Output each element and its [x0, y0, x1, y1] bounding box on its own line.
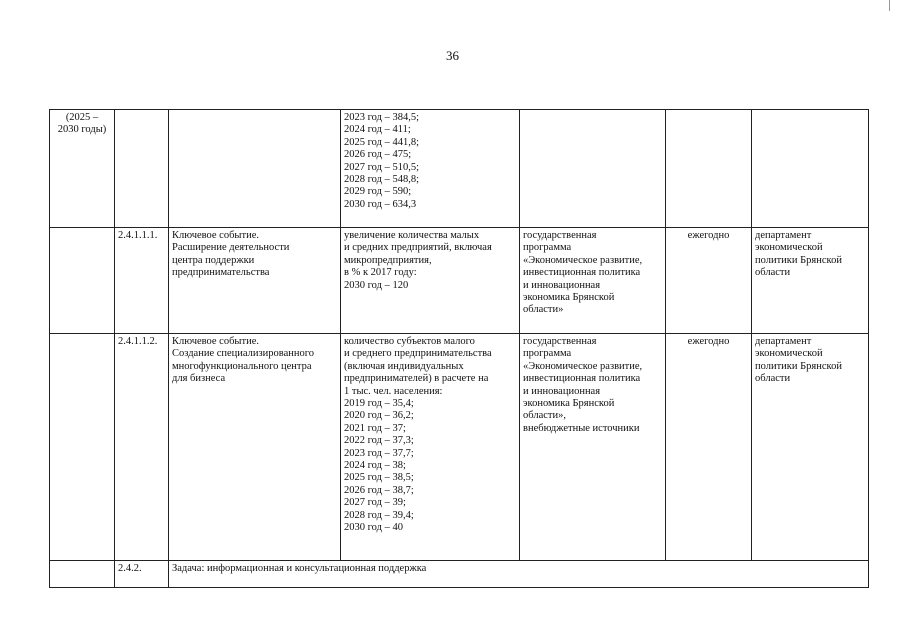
period-cell: [50, 561, 115, 588]
frequency-cell: ежегодно: [666, 228, 752, 334]
source-cell: государственная программа «Экономическое развитие, инвестиционная политика и инновационная экономика Брянской области»: [520, 228, 666, 334]
event-cell: [169, 110, 341, 228]
code-cell: 2.4.1.1.1.: [115, 228, 169, 334]
table-row: [50, 334, 869, 561]
table-row: [50, 561, 869, 588]
period-cell: [50, 334, 115, 561]
frequency-cell: ежегодно: [666, 334, 752, 561]
program-table: [49, 109, 869, 588]
indicator-cell: увеличение количества малых и средних предприятий, включая микропредприятия, в % к 2017 году: 2030 год – 120: [341, 228, 520, 334]
code-cell: 2.4.2.: [115, 561, 169, 588]
source-cell: государственная программа «Экономическое развитие, инвестиционная политика и инновационная экономика Брянской области», внебюджетные источники: [520, 334, 666, 561]
task-title-cell: Задача: информационная и консультационная поддержка: [169, 561, 869, 588]
source-cell: [520, 110, 666, 228]
responsible-cell: департамент экономической политики Брянской области: [752, 228, 869, 334]
code-cell: [115, 110, 169, 228]
indicator-values-cell: 2023 год – 384,5; 2024 год – 411; 2025 год – 441,8; 2026 год – 475; 2027 год – 510,5; 2028 год – 548,8; 2029 год – 590; 2030 год – 634,3: [341, 110, 520, 228]
responsible-cell: [752, 110, 869, 228]
period-cell: [50, 228, 115, 334]
period-cell: (2025 – 2030 годы): [50, 110, 115, 228]
responsible-cell: департамент экономической политики Брянской области: [752, 334, 869, 561]
code-cell: 2.4.1.1.2.: [115, 334, 169, 561]
indicator-cell: количество субъектов малого и среднего предпринимательства (включая индивидуальных предпринимателей) в расчете на 1 тыс. чел. населения: 2019 год – 35,4; 2020 год – 36,2; 2021 год – 37; 2022 год – 37,3; 2023 год – 37,7; 2024 год – 38; 2025 год – 38,5; 2026 год – 38,7; 2027 год – 39; 2028 год – 39,4; 2030 год – 40: [341, 334, 520, 561]
table-row: [50, 228, 869, 334]
frequency-cell: [666, 110, 752, 228]
table-row: [50, 110, 869, 228]
page-number: 36: [446, 48, 459, 63]
event-cell: Ключевое событие. Расширение деятельности центра поддержки предпринимательства: [169, 228, 341, 334]
event-cell: Ключевое событие. Создание специализированного многофункционального центра для бизнеса: [169, 334, 341, 561]
page-edge-mark: [889, 0, 890, 11]
